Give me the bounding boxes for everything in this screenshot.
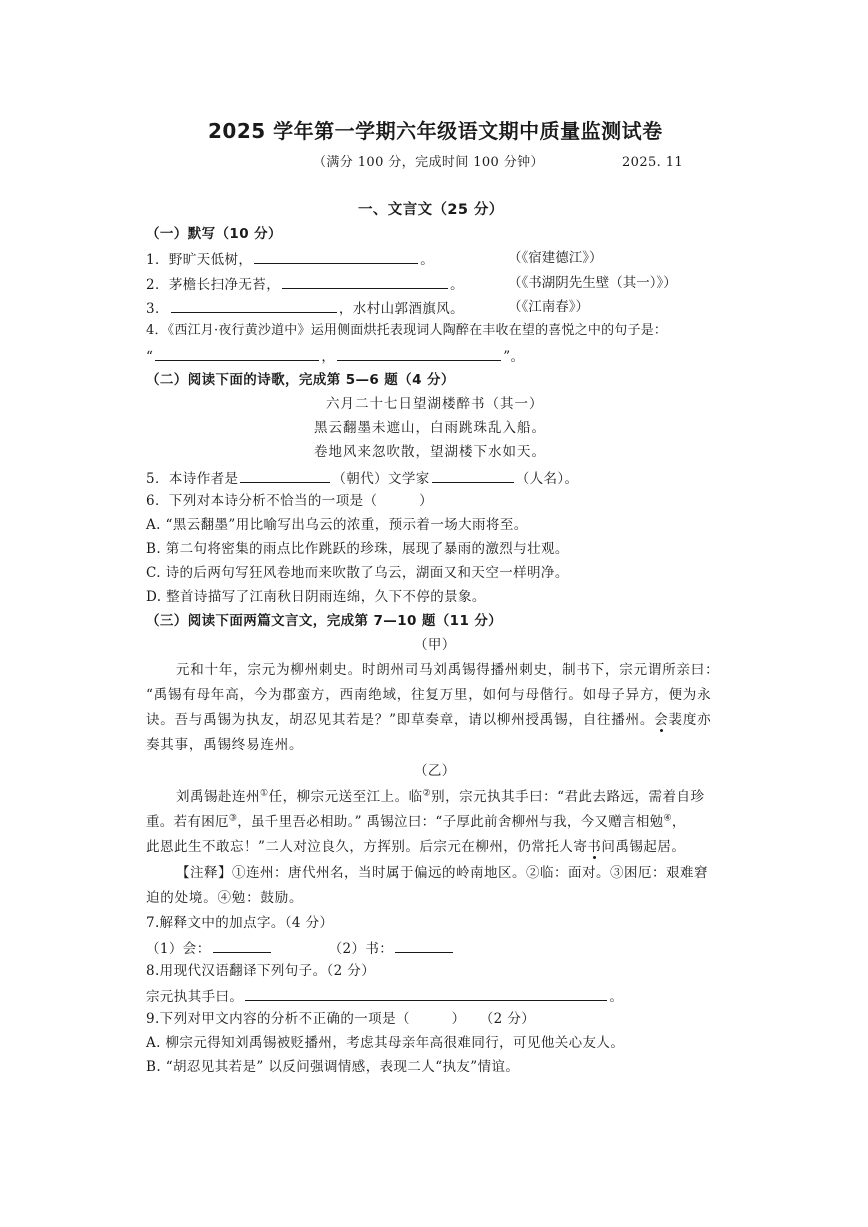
yi-l2-b: ，虽千里吾必相助。” 禹锡泣曰：“子厚此前舍柳州与我，今又赠言相勉 [237,814,664,830]
q3-citation: （《江南春》） [508,299,589,315]
question-2 [146,274,464,294]
q8-sentence: 宗元执其手曰。 [146,989,244,1005]
q4-comma: ， [321,349,336,365]
q2-answer-blank[interactable] [282,274,448,289]
poem-line-2: 卷地风来忽吹散，望湖楼下水如天。 [314,444,546,460]
question-7-items [146,938,455,958]
poem-line-1: 黑云翻墨未遮山，白雨跳珠乱入船。 [314,420,546,436]
q5-end: （人名）。 [515,471,579,487]
yi-l3-a: 此恩此生不敢忘！”二人对泣良久，方挥别。后宗元在柳州，仍常托人寄 [146,839,588,855]
yi-l1-b: 任，柳宗元送至江上。临 [268,789,423,805]
exam-date: 2025. 11 [622,155,684,170]
q5-name-blank[interactable] [432,468,514,483]
q6-option-a: A. “黑云翻墨”用比喻写出乌云的浓重，预示着一场大雨将至。 [146,517,528,533]
q1-end: 。 [420,252,435,268]
q5-prompt: 5．本诗作者是 [146,471,239,487]
jia-line-2: “禹锡有母年高，今为郡蛮方，西南绝域，往复万里，如何与母偕行。如母子异方，便为永 [146,687,712,703]
part3-heading: （三）阅读下面两篇文言文，完成第 7—10 题（11 分） [146,613,503,629]
part2-heading: （二）阅读下面的诗歌，完成第 5—6 题（4 分） [146,372,455,388]
jia-line-3-text: 诀。吾与禹锡为执友，胡忍见其若是？”即草奏章，请以柳州授禹锡，自往播州。 [146,712,655,728]
jia-line-3 [146,711,711,729]
question-4-blanks [146,346,524,366]
yi-l2-c: ， [671,814,686,830]
part1-heading: （一）默写（10 分） [146,226,282,242]
q1-citation: （《宿建德江》） [508,250,603,266]
yi-l2-a: 重。若有困厄 [146,814,229,830]
q5-dynasty-blank[interactable] [240,468,330,483]
q7-item-1-blank[interactable] [213,938,271,953]
dotted-char-shu: 书 [587,839,602,855]
q4-open-quote: “ [146,349,154,365]
q4-close-quote: ”。 [503,349,525,365]
text-yi-label: （乙） [414,763,456,779]
jia-line-3-tail: 裴度亦 [668,712,712,728]
yi-line-2 [146,813,686,831]
question-4: 4．《西江月·夜行黄沙道中》运用侧面烘托表现词人陶醉在丰收在望的喜悦之中的句子是： [146,323,668,338]
q6-option-d: D. 整首诗描写了江南秋日阴雨连绵，久下不停的景象。 [146,589,486,605]
q6-option-c: C. 诗的后两句写狂风卷地而来吹散了乌云，湖面又和天空一样明净。 [146,565,569,581]
q8-end: 。 [609,989,624,1005]
q8-answer-blank[interactable] [245,986,607,1001]
jia-line-4: 奏其事，禹锡终易连州。 [146,737,304,753]
q4-answer-blank-1[interactable] [155,346,319,361]
text-jia-label: （甲） [414,637,456,653]
yi-line-3 [146,838,685,856]
exam-subtitle: （满分 100 分，完成时间 100 分钟） [313,155,544,170]
q7-item-2-label: （2）书： [328,941,394,957]
footnote-1-marker: ① [260,788,269,799]
dotted-char-hui: 会 [654,712,669,728]
question-5 [146,468,578,488]
q6-option-b: B. 第二句将密集的雨点比作跳跃的珍珠，展现了暴雨的激烈与壮观。 [146,541,569,557]
yi-l1-c: 别，宗元执其手曰：“君此去路远，需着自珍 [431,789,705,805]
footnote-2-marker: ② [422,788,432,799]
poem-title: 六月二十七日望湖楼醉书（其一） [326,396,544,412]
exam-title: 2025 学年第一学期六年级语文期中质量监测试卷 [208,119,663,143]
annotation-line-2: 迫的处境。④勉：鼓励。 [146,890,304,906]
question-8: 8.用现代汉语翻译下列句子。（2 分） [146,963,376,979]
q9-option-b: B. “胡忍见其若是” 以反问强调情感，表现二人“执友”情谊。 [146,1059,520,1075]
q2-prompt: 2．茅檐长扫净无苔， [146,277,281,293]
q3-end: ，水村山郭酒旗风。 [338,301,464,317]
q3-answer-blank[interactable] [171,298,337,313]
q2-citation: （《书湖阴先生壁（其一）》） [508,275,677,291]
footnote-3-marker: ③ [228,813,238,824]
yi-line-1 [176,788,705,806]
q1-answer-blank[interactable] [254,249,418,264]
footnote-4-marker: ④ [663,813,672,824]
question-8-answer [146,986,623,1006]
section-heading: 一、文言文（25 分） [358,202,504,218]
q5-mid: （朝代）文学家 [332,471,430,487]
q7-item-1-label: （1）会： [146,941,211,957]
q7-item-2-blank[interactable] [395,938,453,953]
q3-prompt: 3． [146,301,169,317]
jia-line-1: 元和十年，宗元为柳州刺史。时朗州司马刘禹锡得播州刺史，制书下，宗元谓所亲曰： [176,662,720,678]
yi-l1-a: 刘禹锡赴连州 [176,789,260,805]
annotation-line-1: 【注释】①连州：唐代州名，当时属于偏远的岭南地区。②临：面对。③困厄：艰难窘 [176,865,708,881]
question-3 [146,298,464,318]
question-6: 6．下列对本诗分析不恰当的一项是（ ） [146,493,433,509]
q1-prompt: 1．野旷天低树， [146,252,253,268]
q4-answer-blank-2[interactable] [337,346,501,361]
question-7: 7.解释文中的加点字。（4 分） [146,915,334,931]
yi-l3-b: 问禹锡起居。 [601,839,686,855]
question-1 [146,249,434,269]
question-9: 9.下列对甲文内容的分析不正确的一项是（ ） （2 分） [146,1011,536,1027]
q2-end: 。 [450,277,464,293]
q9-option-a: A. 柳宗元得知刘禹锡被贬播州，考虑其母亲年高很难同行，可见他关心友人。 [146,1035,625,1051]
